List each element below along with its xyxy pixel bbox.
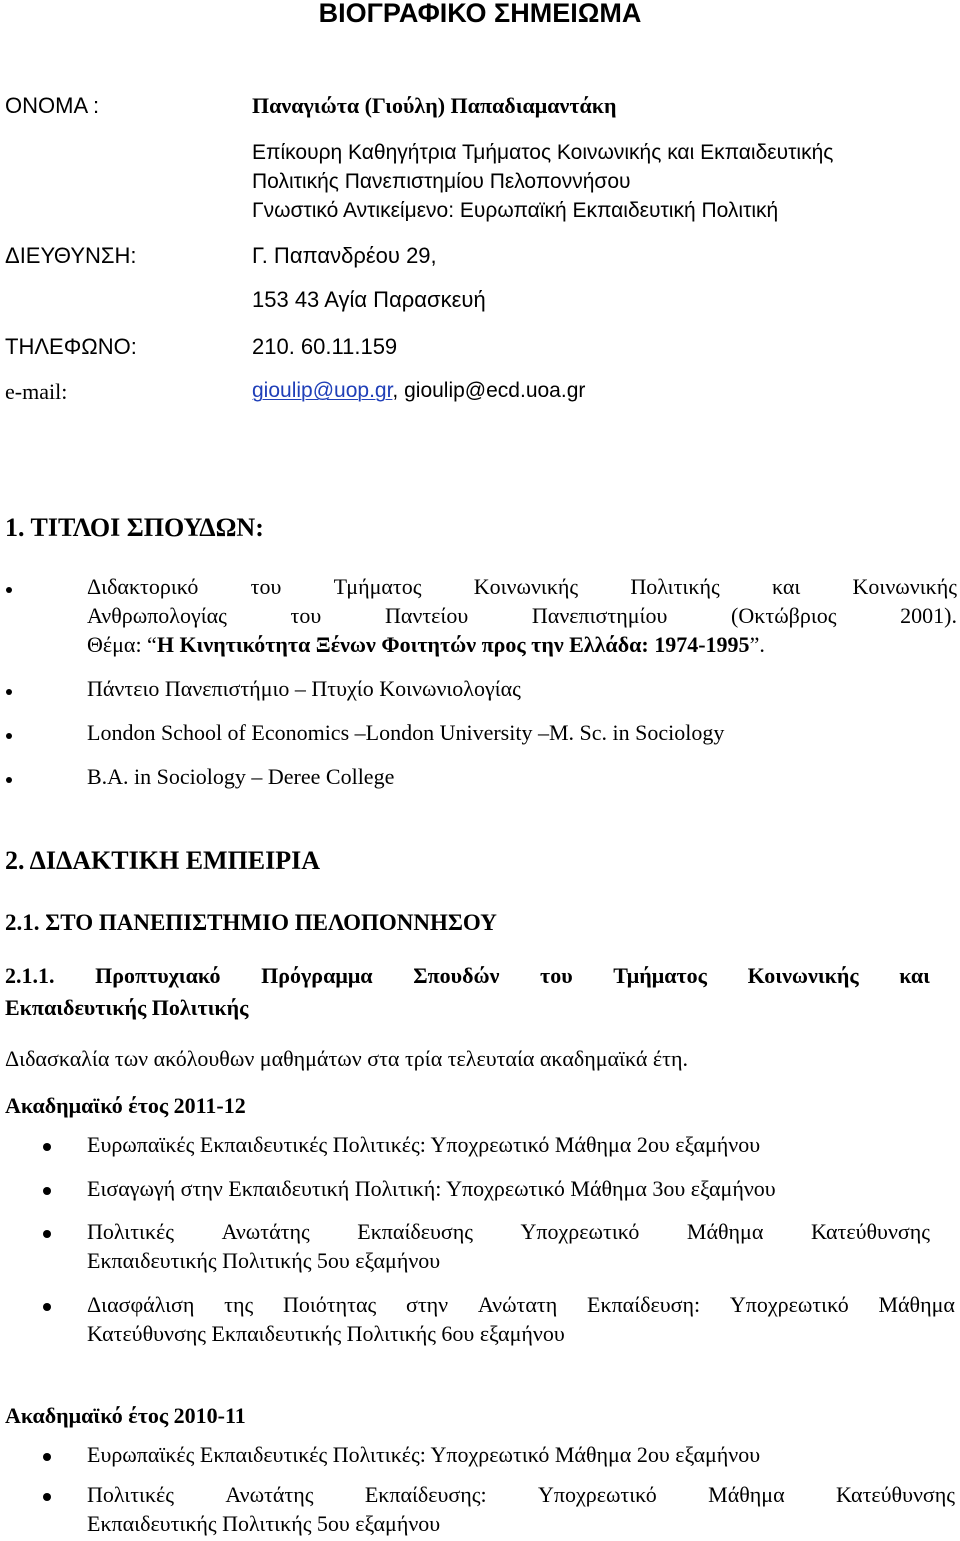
word: Πολιτικές <box>87 1219 175 1244</box>
word: Διδακτορικό <box>87 574 199 599</box>
position-line-3: Γνωστικό Αντικείμενο: Ευρωπαϊκή Εκπαιδευτική Πολιτική <box>252 199 779 222</box>
address-line-2: 153 43 Αγία Παρασκευή <box>252 287 486 312</box>
bullet-icon <box>6 689 12 695</box>
document-title: ΒΙΟΓΡΑΦΙΚΟ ΣΗΜΕΙΩΜΑ <box>318 0 642 28</box>
phd-topic-line <box>87 632 765 658</box>
word: Πρόγραμμα <box>261 963 373 988</box>
email-line <box>252 379 585 403</box>
word: του <box>540 963 573 988</box>
bullet-icon <box>43 1230 51 1238</box>
phd-line-1 <box>87 574 957 600</box>
bullet-icon <box>43 1493 51 1501</box>
study-item: Πάντειο Πανεπιστήμιο – Πτυχίο Κοινωνιολογίας <box>87 676 521 701</box>
course-item-line-1 <box>87 1482 955 1508</box>
study-item: London School of Economics –London University –M. Sc. in Sociology <box>87 720 725 745</box>
word: Σπουδών <box>413 963 500 988</box>
course-item-line-1 <box>87 1292 955 1318</box>
course-item-line-2: Κατεύθυνσης Εκπαιδευτικής Πολιτικής 6ου εξαμήνου <box>87 1321 565 1346</box>
phd-topic-suffix: ”. <box>749 632 765 657</box>
word: στην <box>405 1292 449 1317</box>
word: Εκπαίδευσης <box>357 1219 473 1244</box>
word: Κατεύθυνσης <box>810 1219 930 1244</box>
course-item: Ευρωπαϊκές Εκπαιδευτικές Πολιτικές: Υποχρεωτικό Μάθημα 2ου εξαμήνου <box>87 1442 761 1467</box>
word: Κοινωνικής <box>747 963 859 988</box>
bullet-icon <box>43 1453 51 1461</box>
word: Κοινωνικής <box>852 574 957 599</box>
teaching-subheading: 2.1. ΣΤΟ ΠΑΝΕΠΙΣΤΗΜΙΟ ΠΕΛΟΠΟΝΝΗΣΟΥ <box>5 910 497 935</box>
course-item-line-2: Εκπαιδευτικής Πολιτικής 5ου εξαμήνου <box>87 1511 441 1536</box>
phone-number: 210. 60.11.159 <box>252 334 398 359</box>
word: Πολιτικές <box>87 1482 175 1507</box>
program-heading-line-1 <box>5 963 930 989</box>
word: Μάθημα <box>686 1219 764 1244</box>
word: και <box>771 574 801 599</box>
word: του <box>290 603 322 628</box>
word: Κοινωνικής <box>473 574 579 599</box>
bullet-icon <box>6 587 12 593</box>
word: Ανωτάτης <box>221 1219 310 1244</box>
word: Πολιτικής <box>630 574 720 599</box>
name-label: ΟΝΟΜΑ : <box>5 93 100 118</box>
person-name: Παναγιώτα (Γιούλη) Παπαδιαμαντάκη <box>252 93 617 118</box>
word: του <box>250 574 282 599</box>
bullet-icon <box>6 777 12 783</box>
teaching-heading: 2. ΔΙΔΑΚΤΙΚΗ ΕΜΠΕΙΡΙΑ <box>5 846 321 875</box>
course-item: Εισαγωγή στην Εκπαιδευτική Πολιτική: Υποχρεωτικό Μάθημα 3ου εξαμήνου <box>87 1176 776 1201</box>
word: Εκπαίδευση: <box>587 1292 701 1317</box>
word: Προπτυχιακό <box>95 963 221 988</box>
position-line-1: Επίκουρη Καθηγήτρια Τμήματος Κοινωνικής και Εκπαιδευτικής <box>252 141 834 164</box>
word: Υποχρεωτικό <box>729 1292 849 1317</box>
address-label: ΔΙΕΥΘΥΝΣΗ: <box>5 243 137 268</box>
word: Υποχρεωτικό <box>520 1219 640 1244</box>
word: Εκπαίδευσης: <box>364 1482 487 1507</box>
word: Πανεπιστημίου <box>531 603 668 628</box>
studies-heading: 1. ΤΙΤΛΟΙ ΣΠΟΥΔΩΝ: <box>5 513 264 542</box>
word: Ανωτάτης <box>225 1482 314 1507</box>
teaching-intro: Διδασκαλία των ακόλουθων μαθημάτων στα τρία τελευταία ακαδημαϊκά έτη. <box>5 1046 688 1071</box>
word: και <box>899 963 930 988</box>
word: Ανώτατη <box>477 1292 558 1317</box>
word: Τμήματος <box>613 963 707 988</box>
program-heading-line-2: Εκπαιδευτικής Πολιτικής <box>5 995 249 1020</box>
address-line-1: Γ. Παπανδρέου 29, <box>252 243 437 268</box>
phd-topic-prefix: Θέμα: “ <box>87 632 157 657</box>
bullet-icon <box>43 1303 51 1311</box>
phd-topic: Η Κινητικότητα Ξένων Φοιτητών προς την Ελλάδα: 1974-1995 <box>156 632 750 657</box>
course-item-line-2: Εκπαιδευτικής Πολιτικής 5ου εξαμήνου <box>87 1248 441 1273</box>
phd-line-2 <box>87 603 957 629</box>
word: Υποχρεωτικό <box>537 1482 657 1507</box>
bullet-icon <box>43 1143 51 1151</box>
word: Μάθημα <box>708 1482 785 1507</box>
word: 2.1.1. <box>5 963 55 988</box>
bullet-icon <box>43 1187 51 1195</box>
phone-label: ΤΗΛΕΦΩΝΟ: <box>5 334 137 359</box>
word: Παντείου <box>384 603 469 628</box>
bullet-icon <box>6 733 12 739</box>
year-label-2011-12: Ακαδημαϊκό έτος 2011-12 <box>5 1093 246 1118</box>
email-separator: , <box>392 379 405 402</box>
email-label: e-mail: <box>5 379 68 404</box>
year-label-2010-11: Ακαδημαϊκό έτος 2010-11 <box>5 1403 246 1428</box>
word: 2001). <box>900 603 957 628</box>
word: (Οκτώβριος <box>731 603 837 628</box>
email-secondary: gioulip@ecd.uoa.gr <box>404 379 586 402</box>
word: Μάθημα <box>878 1292 955 1317</box>
course-item-line-1 <box>87 1219 930 1245</box>
course-item: Ευρωπαϊκές Εκπαιδευτικές Πολιτικές: Υποχρεωτικό Μάθημα 2ου εξαμήνου <box>87 1132 761 1157</box>
study-item: B.A. in Sociology – Deree College <box>87 764 395 789</box>
word: Τμήματος <box>333 574 422 599</box>
position-line-2: Πολιτικής Πανεπιστημίου Πελοποννήσου <box>252 170 631 193</box>
word: Ανθρωπολογίας <box>87 603 227 628</box>
word: Διασφάλιση <box>87 1292 195 1317</box>
word: της <box>224 1292 254 1317</box>
email-primary-link[interactable]: gioulip@uop.gr <box>252 379 393 402</box>
word: Κατεύθυνσης <box>835 1482 955 1507</box>
word: Ποιότητας <box>282 1292 377 1317</box>
